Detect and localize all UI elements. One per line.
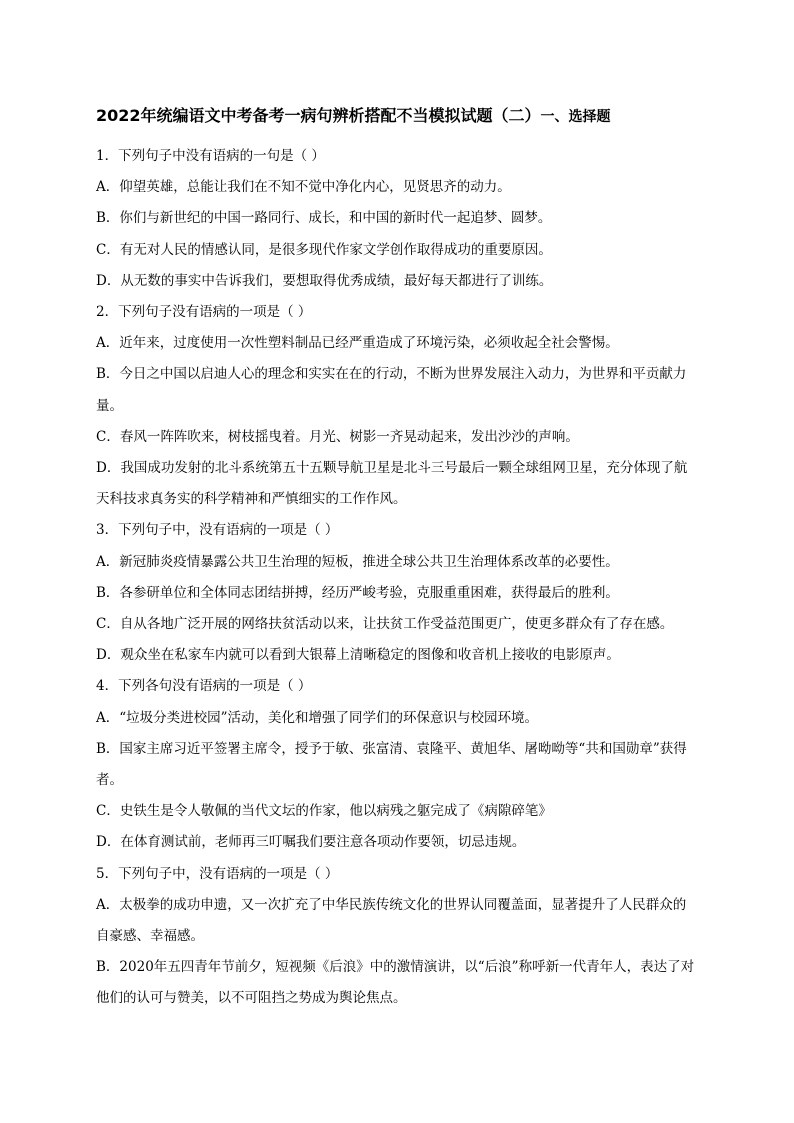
question-4-option-c: C．史铁生是令人敬佩的当代文坛的作家，他以病残之躯完成了《病隙碎笔》	[96, 803, 552, 820]
question-2-option-a: A．近年来，过度使用一次性塑料制品已经严重造成了环境污染，必须收起全社会警惕。	[96, 335, 619, 352]
question-4-stem: 4．下列各句没有语病的一项是（ ）	[96, 678, 312, 695]
question-1-option-c: C．有无对人民的情感认同，是很多现代作家文学创作取得成功的重要原因。	[96, 241, 552, 258]
question-5-option-b: B．2020年五四青年节前夕，短视频《后浪》中的激情演讲，以“后浪”称呼新一代青年人，表达了对他们的认可与赞美，以不可阻挡之势成为舆论焦点。	[96, 959, 695, 1007]
title-text: 2022年统编语文中考备考一病句辨析搭配不当模拟试题（二）	[96, 106, 541, 125]
question-3-option-d: D．观众坐在私家车内就可以看到大银幕上清晰稳定的图像和收音机上接收的电影原声。	[96, 647, 620, 664]
section-heading: 一、选择题	[540, 109, 611, 125]
question-5-stem: 5．下列句子中，没有语病的一项是（ ）	[96, 865, 339, 882]
question-3-option-c: C．自从各地广泛开展的网络扶贫活动以来，让扶贫工作受益范围更广，使更多群众有了存在感。	[96, 616, 674, 633]
question-3-option-a: A．新冠肺炎疫情暴露公共卫生治理的短板，推进全球公共卫生治理体系改革的必要性。	[96, 553, 619, 570]
question-3-stem: 3．下列句子中，没有语病的一项是（ ）	[96, 522, 339, 539]
question-1-option-a: A．仰望英雄，总能让我们在不知不觉中净化内心，见贤思齐的动力。	[96, 179, 511, 196]
question-1-stem: 1．下列句子中没有语病的一句是（ ）	[96, 148, 325, 164]
question-4-option-b: B．国家主席习近平签署主席令，授予于敏、张富清、袁隆平、黄旭华、屠呦呦等“共和国勋章”获得者。	[96, 740, 687, 789]
question-2-option-c: C．春风一阵阵吹来，树枝摇曳着。月光、树影一齐晃动起来，发出沙沙的声响。	[96, 428, 579, 445]
question-2-stem: 2．下列句子没有语病的一项是（ ）	[96, 304, 312, 321]
question-5-option-a: A．太极拳的成功申遗，又一次扩充了中华民族传统文化的世界认同覆盖面，显著提升了人民群众的自豪感、幸福感。	[96, 896, 687, 945]
question-2-option-d: D．我国成功发射的北斗系统第五十五颗导航卫星是北斗三号最后一颗全球组网卫星，充分体现了航天科技求真务实的科学精神和严慎细实的工作作风。	[96, 460, 688, 508]
question-2-option-b: B．今日之中国以启迪人心的理念和实实在在的行动，不断为世界发展注入动力，为世界和平贡献力量。	[96, 366, 687, 414]
question-1-option-d: D．从无数的事实中告诉我们，要想取得优秀成绩，最好每天都进行了训练。	[96, 272, 553, 289]
document-title	[96, 104, 736, 129]
question-1-option-b: B．你们与新世纪的中国一路同行、成长，和中国的新时代一起追梦、圆梦。	[96, 210, 552, 227]
question-4-option-a: A．“垃圾分类进校园”活动，美化和增强了同学们的环保意识与校园环境。	[96, 709, 539, 726]
question-4-option-d: D．在体育测试前，老师再三叮嘱我们要注意各项动作要领，切忌违规。	[96, 834, 526, 851]
question-list	[96, 141, 696, 1015]
question-3-option-b: B．各参研单位和全体同志团结拼搏，经历严峻考验，克服重重困难，获得最后的胜利。	[96, 584, 619, 601]
